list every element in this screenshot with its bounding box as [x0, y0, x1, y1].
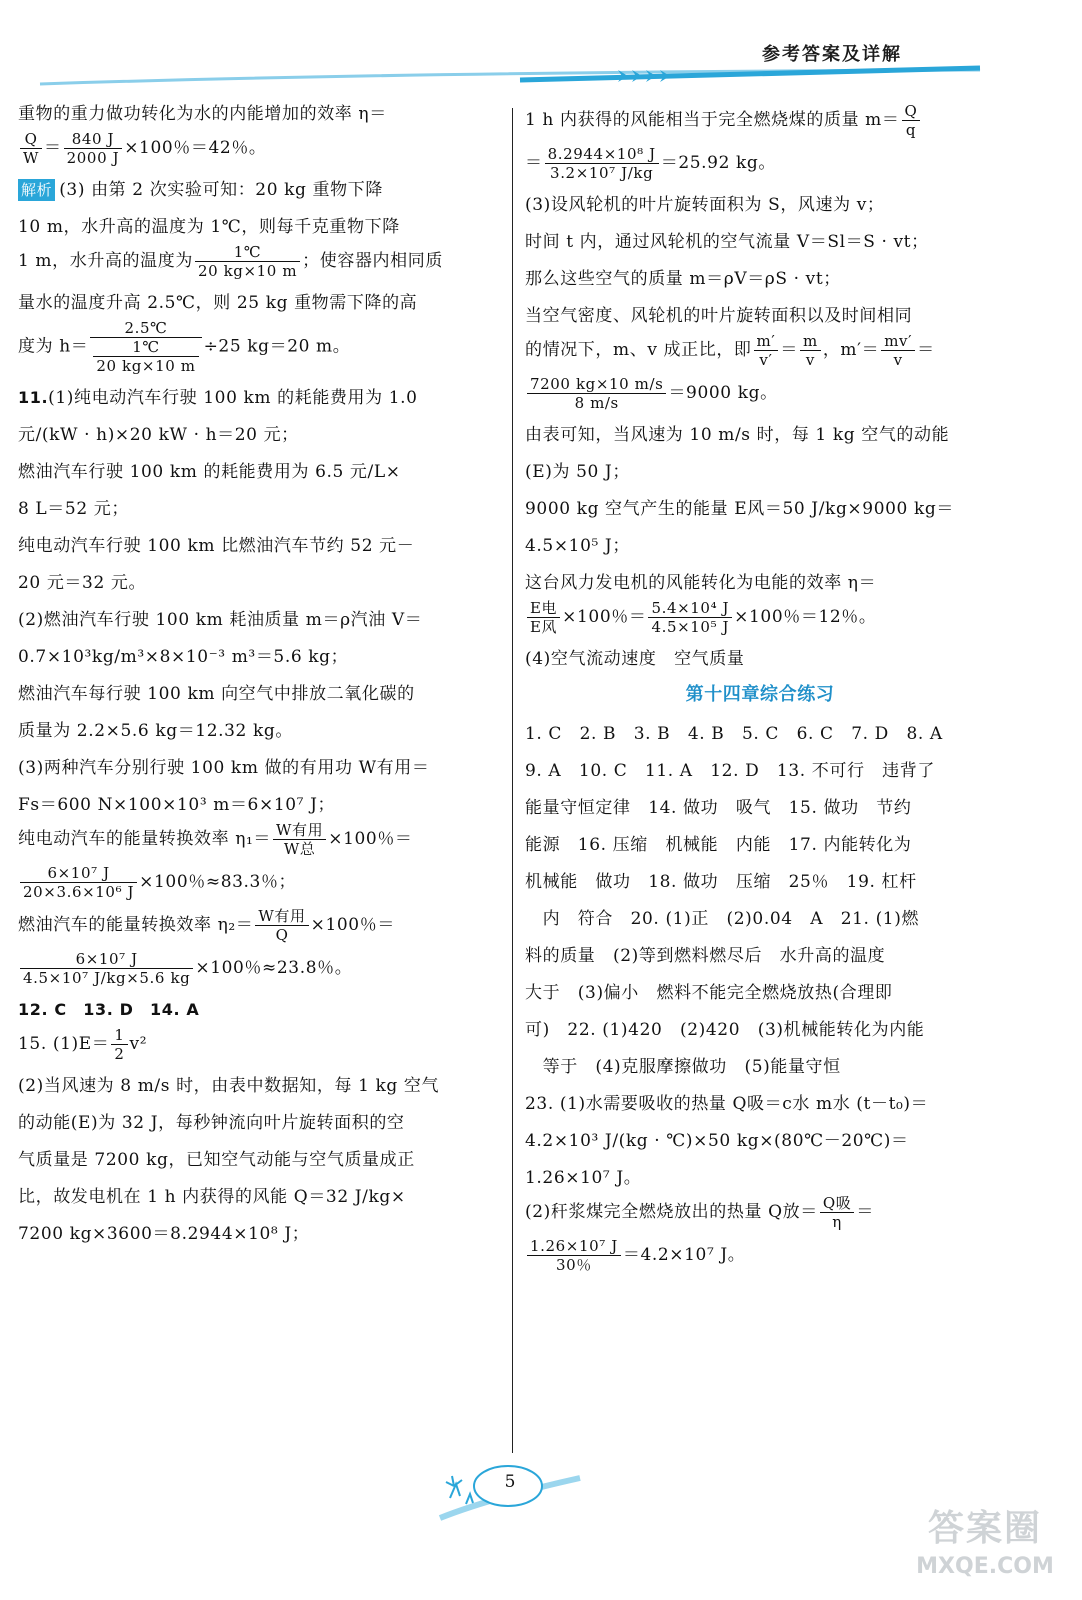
formula-line: 15. (1)E＝ $\frac{1}{2}$ v² [18, 1026, 148, 1063]
left-column [18, 100, 488, 1248]
text-line: (4)空气流动速度 空气质量 [525, 649, 745, 669]
text-line: 那么这些空气的质量 m＝ρV＝ρS · vt； [525, 269, 841, 289]
text-line: 8 L＝52 元； [18, 499, 129, 519]
answer-line: 机械能 做功 18. 做功 压缩 25％ 19. 杠杆 [525, 872, 917, 892]
formula-line: $\frac{\text{6×10⁷ J}}{\text{4.5×10⁷ J/kg×5.6 kg}}$ ×100％≈23.8％。 [18, 950, 488, 987]
text-line: 9000 kg 空气产生的能量 E风＝50 J/kg×9000 kg＝ [525, 499, 954, 519]
answer-line: 料的质量 (2)等到燃料燃尽后 水升高的温度 [525, 946, 886, 966]
fraction: $\frac{\text{W有用}}{\text{W总}}$ [273, 821, 326, 858]
fraction: $\frac{m}{v}$ [800, 332, 821, 369]
text-line: 4.2×10³ J/(kg · ℃)×50 kg×(80℃－20℃)＝ [525, 1131, 909, 1151]
fraction: $\frac{7200 kg\times 10 m/s}{8 m/s}$ [527, 375, 666, 412]
text-line: 的动能(E)为 32 J，每秒钟流向叶片旋转面积的空 [18, 1113, 405, 1133]
fraction: $\frac{\text{Q吸}}{\eta}$ [820, 1194, 855, 1231]
fraction: $\frac{\text{E电}}{\text{E风}}$ [527, 599, 560, 636]
text-line: 0.7×10³kg/m³×8×10⁻³ m³＝5.6 kg； [18, 647, 349, 667]
text-line: 纯电动汽车行驶 100 km 比燃油汽车节约 52 元－ [18, 536, 415, 556]
formula-line: $\frac{\text{E电}}{\text{E风}}$ ×100％＝ $\frac{\text{5.4×10⁴ J}}{\text{4.5×10⁵ J}}$ ×100％＝12％。 [525, 599, 995, 636]
formula-line: $\frac{Q}{W}$ ＝ $\frac{840 J}{2000 J}$ ×100％＝42％。 [18, 130, 488, 167]
text-line: (2)当风速为 8 m/s 时，由表中数据知，每 1 kg 空气 [18, 1076, 440, 1096]
fraction: $\frac{\text{6×10⁷ J}}{\text{4.5×10⁷ J/kg×5.6 kg}}$ [20, 950, 193, 987]
answer-line: 9. A 10. C 11. A 12. D 13. 不可行 违背了 [525, 761, 935, 781]
answer-line: 等于 (4)克服摩擦做功 (5)能量守恒 [525, 1057, 841, 1077]
text-line: (3)两种汽车分别行驶 100 km 做的有用功 W有用＝ [18, 758, 430, 778]
formula-line: $\frac{\text{1.26×10⁷ J}}{30\%}$ ＝4.2×10⁷ J。 [525, 1237, 995, 1274]
fraction: $\frac{\text{8.2944×10⁸ J}}{\text{3.2×10⁷ J/kg}}$ [545, 145, 659, 182]
formula-line: (2)秆浆煤完全燃烧放出的热量 Q放＝ $\frac{\text{Q吸}}{\eta}$ ＝ [525, 1194, 874, 1231]
answer-line: 内 符合 20. (1)正 (2)0.04 A 21. (1)燃 [525, 909, 920, 929]
question-11-line: 11.(1)纯电动汽车行驶 100 km 的耗能费用为 1.0 [18, 388, 418, 408]
column-divider [512, 108, 513, 1453]
fraction: $\frac{\text{W有用}}{Q}$ [255, 907, 308, 944]
analysis-tag: 解析 [18, 179, 55, 201]
formula-line: 1 m，水升高的温度为 $\frac{1℃}{20 kg\times 10 m}$ ；使容器内相同质 [18, 243, 443, 280]
answer-line: 可) 22. (1)420 (2)420 (3)机械能转化为内能 [525, 1020, 925, 1040]
fraction: $\frac{840 J}{2000 J}$ [64, 130, 123, 167]
compound-fraction: $\frac{2.5℃}{\frac{1℃}{20 kg\times 10 m}}$ [90, 319, 201, 375]
page-number: 5 [504, 1472, 516, 1492]
text-line: 燃油汽车行驶 100 km 的耗能费用为 6.5 元/L× [18, 462, 401, 482]
text-line: (E)为 50 J； [525, 462, 630, 482]
fraction: $\frac{Q}{q}$ [902, 102, 921, 139]
text-line: 4.5×10⁵ J； [525, 536, 630, 556]
text-line: 燃油汽车每行驶 100 km 向空气中排放二氧化碳的 [18, 684, 415, 704]
answers-12-14: 12. C 13. D 14. A [18, 1000, 200, 1019]
formula-line: $\frac{7200 kg\times 10 m/s}{8 m/s}$ ＝9000 kg。 [525, 375, 995, 412]
answer-line: 1. C 2. B 3. B 4. B 5. C 6. C 7. D 8. A [525, 724, 943, 744]
answer-line: 大于 (3)偏小 燃料不能完全燃烧放热(合理即 [525, 983, 893, 1003]
formula-line: 纯电动汽车的能量转换效率 η₁＝ $\frac{\text{W有用}}{\text{W总}}$ ×100％＝ [18, 821, 413, 858]
formula-line: 1 h 内获得的风能相当于完全燃烧煤的质量 m＝ $\frac{Q}{q}$ [525, 102, 995, 139]
text-line: 23. (1)水需要吸收的热量 Q吸＝c水 m水 (t－t₀)＝ [525, 1094, 929, 1114]
formula-line: ＝ $\frac{\text{8.2944×10⁸ J}}{\text{3.2×10⁷ J/kg}}$ ＝25.92 kg。 [525, 145, 777, 182]
text-line: 元/(kW · h)×20 kW · h＝20 元； [18, 425, 299, 445]
fraction: $\frac{\text{1.26×10⁷ J}}{30\%}$ [527, 1237, 621, 1274]
text-line: (3)设风轮机的叶片旋转面积为 S，风速为 v； [525, 195, 885, 215]
fraction: $\frac{m'}{v'}$ [754, 332, 779, 369]
text-line: 由表可知，当风速为 10 m/s 时，每 1 kg 空气的动能 [525, 425, 950, 445]
header-decoration [0, 62, 1082, 92]
text-line: 1.26×10⁷ J。 [525, 1168, 642, 1188]
text-line: (2)燃油汽车行驶 100 km 耗油质量 m＝ρ汽油 V＝ [18, 610, 423, 630]
fraction: $\frac{\text{6×10⁷ J}}{\text{20×3.6×10⁶ J}}$ [20, 864, 137, 901]
formula-line: 燃油汽车的能量转换效率 η₂＝ $\frac{\text{W有用}}{Q}$ ×100％＝ [18, 907, 395, 944]
formula-line: 度为 h＝ $\frac{2.5℃}{\frac{1℃}{20 kg\times 10 m}}$ ÷25 kg＝20 m。 [18, 319, 351, 375]
answer-line: 能源 16. 压缩 机械能 内能 17. 内能转化为 [525, 835, 912, 855]
text-line: 质量为 2.2×5.6 kg＝12.32 kg。 [18, 721, 293, 741]
answer-line: 能量守恒定律 14. 做功 吸气 15. 做功 节约 [525, 798, 912, 818]
text-line: 气质量是 7200 kg，已知空气动能与空气质量成正 [18, 1150, 415, 1170]
fraction: $\frac{mv'}{v}$ [881, 332, 915, 369]
fraction: $\frac{\text{5.4×10⁴ J}}{\text{4.5×10⁵ J}}$ [648, 599, 732, 636]
page-footer-decoration [430, 1458, 590, 1530]
text-line: 比，故发电机在 1 h 内获得的风能 Q＝32 J/kg× [18, 1187, 406, 1207]
text-line: 量水的温度升高 2.5℃，则 25 kg 重物需下降的高 [18, 293, 418, 313]
text-line: 时间 t 内，通过风轮机的空气流量 V＝Sl＝S · vt； [525, 232, 929, 252]
right-column [525, 100, 995, 1280]
analysis-line: 解析 (3) 由第 2 次实验可知：20 kg 重物下降 [18, 176, 488, 204]
formula-line: 的情况下，m、v 成正比，即 $\frac{m'}{v'}$ ＝ $\frac{m}{v}$ ，m′＝ $\frac{mv'}{v}$ ＝ [525, 332, 935, 369]
fraction: $\frac{Q}{W}$ [20, 130, 42, 167]
chapter-heading: 第十四章综合练习 [685, 684, 835, 705]
text-line: 7200 kg×3600＝8.2944×10⁸ J； [18, 1224, 310, 1244]
fraction: $\frac{1}{2}$ [111, 1026, 127, 1063]
formula-line: $\frac{\text{6×10⁷ J}}{\text{20×3.6×10⁶ J}}$ ×100％≈83.3％； [18, 864, 488, 901]
text-line: 20 元＝32 元。 [18, 573, 147, 593]
watermark: 答案圈 MXQE.COM [916, 1508, 1054, 1579]
fraction: $\frac{1℃}{20 kg\times 10 m}$ [195, 243, 300, 280]
text-line: Fs＝600 N×100×10³ m＝6×10⁷ J； [18, 795, 336, 815]
running-header-title: 参考答案及详解 [762, 44, 902, 65]
text-line: 10 m，水升高的温度为 1℃，则每千克重物下降 [18, 217, 400, 237]
text-line: 这台风力发电机的风能转化为电能的效率 η＝ [525, 573, 877, 593]
text-line: 重物的重力做功转化为水的内能增加的效率 η＝ [18, 104, 387, 124]
text-line: 当空气密度、风轮机的叶片旋转面积以及时间相同 [525, 306, 913, 326]
